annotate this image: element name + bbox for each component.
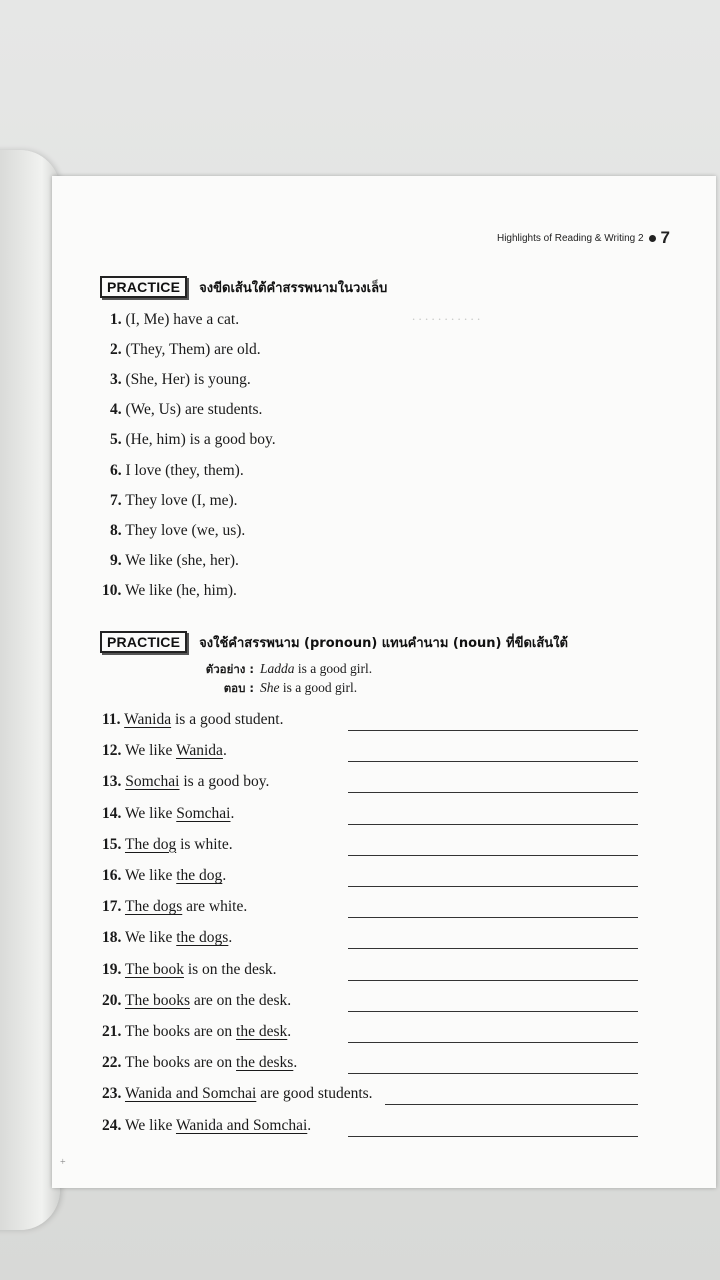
item-text: We like	[124, 929, 177, 947]
item-text: is on the desk.	[183, 960, 277, 978]
header-title: Highlights of Reading & Writing 2	[496, 232, 644, 244]
answer-blank-line[interactable]	[348, 855, 638, 856]
list-item	[102, 582, 237, 600]
list-item	[110, 462, 244, 480]
list-item	[110, 371, 251, 389]
item-number: 23.	[102, 1085, 122, 1103]
item-text: We like	[124, 1116, 176, 1134]
item-number: 12.	[102, 742, 122, 760]
answer-blank-line[interactable]	[348, 761, 638, 762]
exercise-item	[102, 1023, 291, 1041]
item-text: are good students.	[256, 1085, 373, 1103]
item-number: 2.	[110, 341, 122, 359]
item-text: We like (he, him).	[121, 581, 237, 599]
item-text: .	[230, 804, 235, 822]
item-number: 22.	[102, 1054, 122, 1072]
underlined-noun: Somchai	[125, 773, 180, 791]
book-page	[52, 176, 716, 1188]
item-number: 16.	[102, 867, 122, 884]
example-noun: Ladda	[260, 661, 295, 676]
practice-badge: PRACTICE	[100, 631, 187, 653]
item-number: 9.	[110, 551, 122, 569]
item-number: 19.	[102, 960, 122, 978]
show-through-text: . . . . . . . . . . .	[412, 308, 481, 323]
list-item	[110, 522, 245, 540]
answer-blank-line[interactable]	[348, 730, 638, 731]
list-item	[110, 492, 238, 510]
item-text: is a good boy.	[179, 773, 270, 791]
item-text: .	[307, 1116, 312, 1134]
item-number: 17.	[102, 898, 122, 916]
item-text: (She, Her) is young.	[121, 371, 251, 389]
exercise-item	[102, 773, 269, 791]
item-text: (They, Them) are old.	[121, 341, 261, 359]
item-text: .	[293, 1054, 298, 1072]
exercise-item	[102, 898, 247, 916]
list-item	[110, 431, 276, 449]
item-number: 18.	[102, 929, 122, 947]
practice-badge: PRACTICE	[100, 276, 187, 298]
answer-pronoun: She	[260, 680, 280, 695]
answer-blank-line[interactable]	[348, 1011, 638, 1012]
item-text: (I, Me) have a cat.	[121, 311, 240, 328]
plus-mark: +	[60, 1157, 66, 1168]
answer-label: ตอบ :	[223, 681, 254, 695]
exercise-item	[102, 836, 233, 854]
running-header	[497, 228, 670, 248]
item-text: is white.	[176, 835, 233, 853]
list-item	[110, 311, 239, 329]
answer-blank-line[interactable]	[348, 824, 638, 825]
list-item	[110, 552, 239, 570]
item-number: 5.	[110, 431, 122, 449]
answer-blank-line[interactable]	[348, 917, 638, 918]
item-text: They love (we, us).	[121, 521, 246, 539]
item-number: 24.	[102, 1116, 122, 1134]
item-text: .	[287, 1023, 292, 1040]
practice-1-heading	[100, 276, 387, 298]
item-text: .	[222, 867, 227, 884]
item-text: (He, him) is a good boy.	[121, 431, 276, 449]
answer-blank-line[interactable]	[348, 1042, 638, 1043]
underlined-noun: the desks	[236, 1054, 294, 1072]
item-number: 15.	[102, 835, 122, 853]
item-number: 13.	[102, 773, 122, 791]
item-text: I love (they, them).	[121, 461, 244, 479]
item-text: are white.	[182, 898, 248, 916]
underlined-noun: The dog	[124, 835, 177, 853]
exercise-item	[102, 992, 291, 1010]
answer-rest: is a good girl.	[279, 680, 358, 695]
underlined-noun: The dogs	[124, 898, 183, 916]
page-number: 7	[660, 228, 670, 247]
underlined-noun: the dog	[176, 867, 223, 884]
answer-blank-line[interactable]	[348, 948, 638, 949]
example-line	[200, 661, 372, 679]
underlined-noun: The books	[124, 991, 190, 1009]
item-text: The books are on	[124, 1054, 237, 1072]
left-page-edge	[0, 150, 60, 1230]
exercise-item	[102, 711, 283, 729]
answer-blank-line[interactable]	[348, 792, 638, 793]
item-text: are on the desk.	[190, 991, 292, 1009]
item-text: .	[222, 742, 227, 760]
item-number: 1.	[110, 311, 122, 328]
answer-blank-line[interactable]	[348, 1073, 638, 1074]
practice-1-instruction: จงขีดเส้นใต้คำสรรพนามในวงเล็บ	[199, 280, 388, 296]
item-text: We like	[124, 804, 177, 822]
list-item	[110, 341, 261, 359]
answer-blank-line[interactable]	[385, 1104, 638, 1105]
item-text: We like	[124, 742, 176, 760]
answer-blank-line[interactable]	[348, 1136, 638, 1137]
exercise-item	[102, 867, 226, 885]
item-number: 6.	[110, 461, 122, 479]
item-number: 3.	[110, 371, 122, 389]
underlined-noun: Wanida	[175, 742, 223, 760]
exercise-item	[102, 961, 277, 979]
underlined-noun: Wanida and Somchai	[124, 1085, 257, 1103]
underlined-noun: Somchai	[176, 804, 231, 822]
exercise-item	[102, 1117, 311, 1135]
item-number: 21.	[102, 1023, 122, 1040]
example-label: ตัวอย่าง :	[205, 662, 254, 676]
item-text: We like	[124, 867, 177, 884]
item-text: is a good student.	[171, 711, 284, 728]
bullet-dot-icon	[649, 235, 656, 242]
item-number: 10.	[102, 581, 122, 599]
item-text: The books are on	[124, 1023, 237, 1040]
practice-2-instruction: จงใช้คำสรรพนาม (pronoun) แทนคำนาม (noun) ที่ขีดเส้นใต้	[199, 635, 568, 651]
item-text: They love (I, me).	[121, 491, 238, 509]
exercise-item	[102, 1085, 373, 1103]
item-text: .	[228, 929, 233, 947]
item-number: 14.	[102, 804, 122, 822]
underlined-noun: the desk	[236, 1023, 288, 1040]
item-text: We like (she, her).	[121, 551, 239, 569]
example-rest: is a good girl.	[294, 661, 373, 676]
item-number: 8.	[110, 521, 122, 539]
answer-blank-line[interactable]	[348, 980, 638, 981]
answer-line	[200, 680, 357, 698]
item-number: 11.	[102, 711, 121, 728]
item-number: 7.	[110, 491, 122, 509]
exercise-item	[102, 805, 234, 823]
exercise-item	[102, 1054, 297, 1072]
item-number: 20.	[102, 991, 122, 1009]
underlined-noun: the dogs	[176, 929, 229, 947]
exercise-item	[102, 929, 232, 947]
list-item	[110, 401, 262, 419]
underlined-noun: The book	[124, 960, 184, 978]
item-text: (We, Us) are students.	[121, 401, 263, 419]
underlined-noun: Wanida	[124, 711, 172, 728]
item-number: 4.	[110, 401, 122, 419]
exercise-item	[102, 742, 227, 760]
answer-blank-line[interactable]	[348, 886, 638, 887]
underlined-noun: Wanida and Somchai	[175, 1116, 308, 1134]
practice-2-heading	[100, 631, 568, 653]
